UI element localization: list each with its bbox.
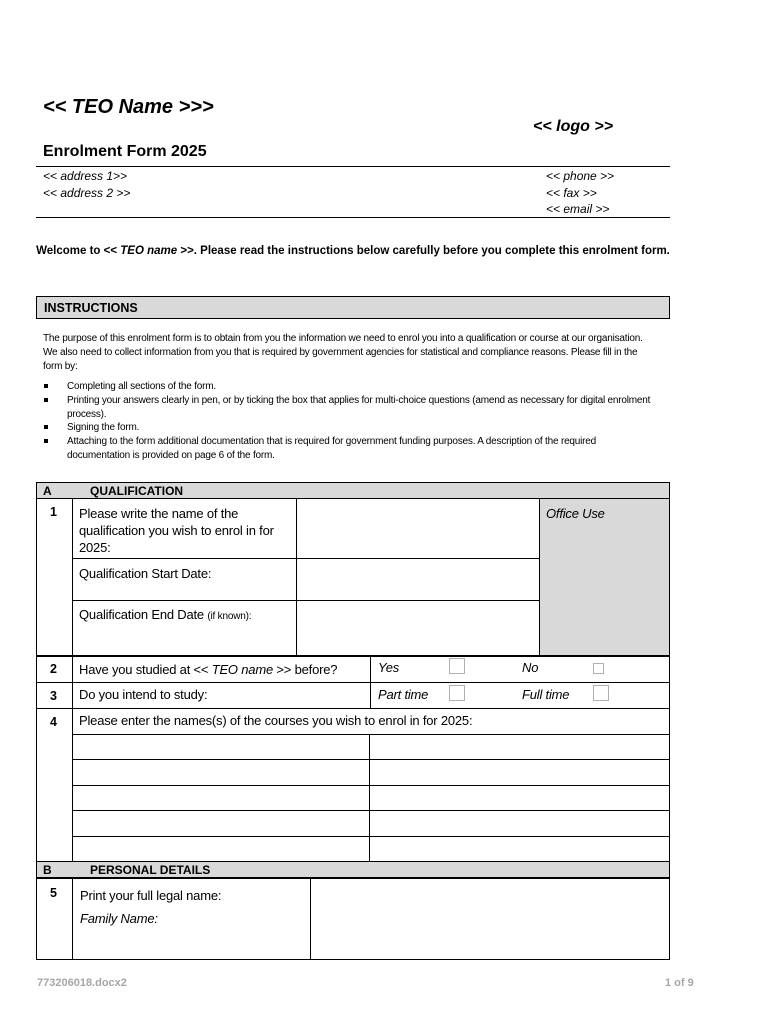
q4-course-field[interactable] <box>73 786 369 810</box>
email: << email >> <box>546 202 610 216</box>
q3-label: Do you intend to study: <box>79 687 208 702</box>
instruction-item: Completing all sections of the form. <box>43 380 658 394</box>
q5-family-name-label: Family Name: <box>80 911 158 926</box>
q2-number: 2 <box>50 662 57 676</box>
instructions-list <box>43 380 658 463</box>
welcome-text <box>36 244 670 260</box>
form-title: Enrolment Form 2025 <box>43 143 207 160</box>
q3-number: 3 <box>50 689 57 703</box>
q2-answer-divider <box>370 656 371 683</box>
welcome-suffix: >>. Please read the instructions below carefully before you complete this enrolment form. <box>177 245 670 257</box>
document-id: 773206018.docx2 <box>37 977 127 989</box>
instructions-intro: The purpose of this enrolment form is to obtain from you the information we need to enrol you into a qualification or course at our organisation. We also need to collect information from you that is required by government agencies for statistical and compliance reasons. Please fill in the form by: <box>43 333 643 372</box>
q4-label: Please enter the names(s) of the courses you wish to enrol in for 2025: <box>79 713 473 728</box>
q2-label-teo: TEO name <box>211 662 273 677</box>
address-2: << address 2 >> <box>43 185 131 200</box>
q3-part-time-checkbox[interactable] <box>449 685 465 701</box>
welcome-prefix: Welcome to << <box>36 245 121 257</box>
q1-number-divider <box>72 498 73 656</box>
q2-number-divider <box>72 656 73 683</box>
q4-course-field[interactable] <box>370 786 669 810</box>
instruction-item: Printing your answers clearly in pen, or by ticking the box that applies for multi-choice questions (amend as necessary for digital enrolment process). <box>43 394 658 422</box>
welcome-teo-name: TEO name <box>120 245 178 257</box>
phone: << phone >> <box>546 169 615 183</box>
page-number: 1 of 9 <box>665 977 694 989</box>
q2-yes-label: Yes <box>378 660 400 675</box>
q1-number: 1 <box>50 505 57 519</box>
q4-course-field[interactable] <box>370 760 669 785</box>
q5-number-divider <box>72 878 73 960</box>
address-block <box>43 168 130 201</box>
q1-start-date-label: Qualification Start Date: <box>79 566 212 581</box>
fax: << fax >> <box>546 185 597 200</box>
header-rule-bottom <box>36 217 670 218</box>
q2-no-checkbox[interactable] <box>593 663 604 674</box>
section-a-header <box>36 482 670 499</box>
instruction-item: Attaching to the form additional documentation that is required for government funding purposes. A description of the required documentation is provided on page 6 of the form. <box>43 435 658 463</box>
q1-end-date-label <box>79 606 251 625</box>
section-a-letter: A <box>43 484 52 498</box>
section-a-title: QUALIFICATION <box>90 484 184 498</box>
header-rule-top <box>36 166 670 167</box>
q2-yes-checkbox[interactable] <box>449 658 465 674</box>
q1-end-date-note: (if known): <box>207 611 252 622</box>
logo-placeholder: << logo >> <box>533 118 614 135</box>
q4-course-field[interactable] <box>73 760 369 785</box>
section-b-title: PERSONAL DETAILS <box>90 863 211 877</box>
q3-answer-divider <box>370 682 371 709</box>
q4-course-field[interactable] <box>370 811 669 836</box>
q5-label: Print your full legal name: <box>80 888 222 903</box>
section-b-header <box>36 861 670 878</box>
q2-label-prefix: Have you studied at << <box>79 662 212 677</box>
q3-number-divider <box>72 682 73 709</box>
q2-label <box>79 661 337 678</box>
q3-full-time-checkbox[interactable] <box>593 685 609 701</box>
q1-qualification-name-field[interactable] <box>297 499 538 557</box>
q1-end-date-text: Qualification End Date <box>79 607 208 622</box>
q4-course-field[interactable] <box>370 837 669 861</box>
section-b-letter: B <box>43 863 52 877</box>
q5-family-name-field[interactable] <box>311 879 669 959</box>
q4-course-field[interactable] <box>370 735 669 759</box>
q4-number: 4 <box>50 715 57 729</box>
q3-part-time-label: Part time <box>378 687 429 702</box>
instruction-item: Signing the form. <box>43 421 658 435</box>
q3-full-time-label: Full time <box>522 687 570 702</box>
q1-start-date-field[interactable] <box>297 559 538 599</box>
q1-qualification-name-label: Please write the name of the qualification you wish to enrol in for 2025: <box>79 506 274 555</box>
q2-label-suffix: >> before? <box>272 662 338 677</box>
contact-block <box>546 168 614 218</box>
q5-number: 5 <box>50 886 57 900</box>
q4-course-field[interactable] <box>73 811 369 836</box>
address-1: << address 1>> <box>43 169 128 183</box>
instructions-heading: INSTRUCTIONS <box>36 296 670 319</box>
teo-name: << TEO Name >>> <box>43 96 214 118</box>
q2-no-label: No <box>522 660 539 675</box>
q4-course-field[interactable] <box>73 837 369 861</box>
q4-course-field[interactable] <box>73 735 369 759</box>
q1-end-date-field[interactable] <box>297 601 538 655</box>
office-use-label: Office Use <box>546 506 605 521</box>
